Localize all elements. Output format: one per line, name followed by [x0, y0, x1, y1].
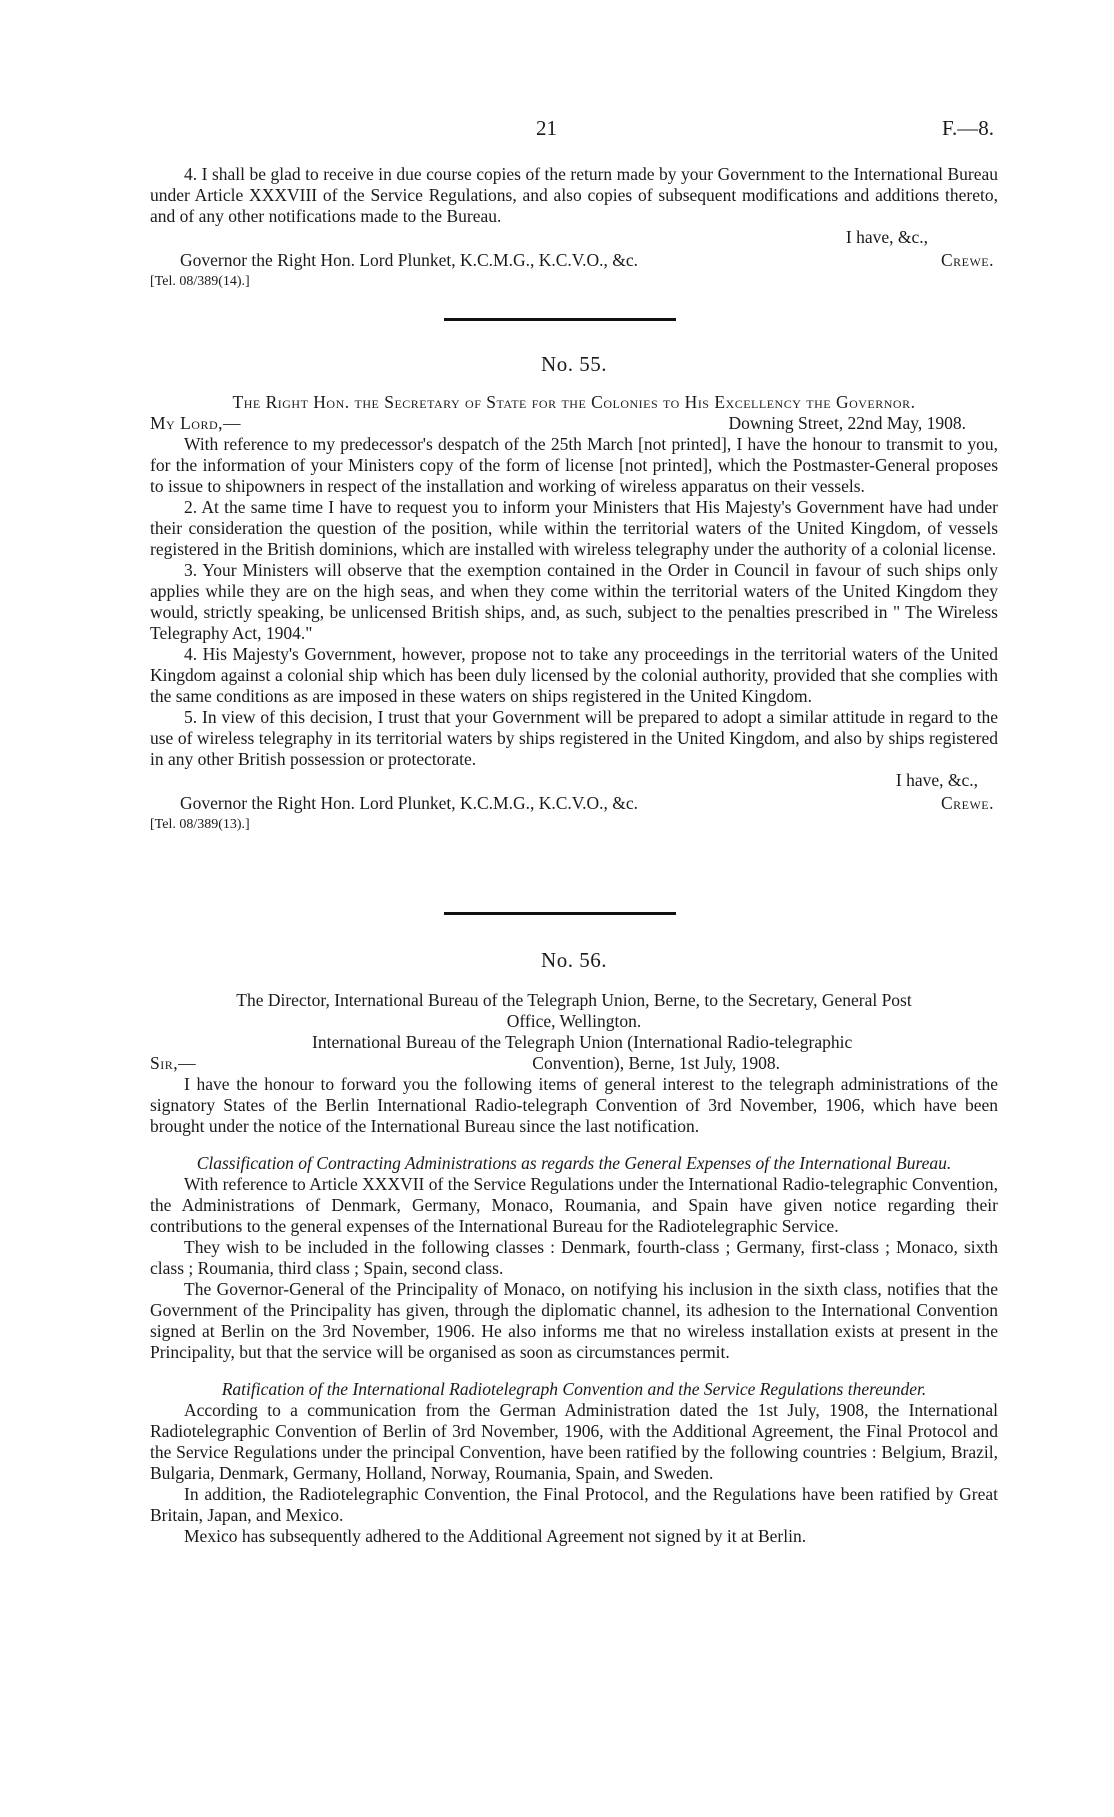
section-1-title: Classification of Contracting Administrations as regards the General Expenses of the International Bureau.	[196, 1153, 952, 1173]
prev-letter-para4: 4. I shall be glad to receive in due course copies of the return made by your Government to the International Bureau under Article XXXVIII of the Service Regulations, and also copies of subsequent modifications and additions thereto, and of any other notifications made to the Bureau.	[150, 164, 998, 226]
prev-letter-closing: I have, &c.,	[845, 227, 928, 247]
page-number: 21	[536, 116, 557, 140]
letter-56-address-line2: Convention), Berne, 1st July, 1908.	[532, 1053, 780, 1073]
letter-55-paragraph: With reference to my predecessor's despatch of the 25th March [not printed], I have the honour to transmit to you, for the information of your Ministers copy of the form of license [not printed], which the Postmaster-General proposes to issue to shipowners in respect of the installation and working of wireless apparatus on their vessels.	[150, 434, 998, 496]
prev-letter	[150, 164, 998, 292]
letter-55-signature: Crewe.	[940, 793, 994, 813]
letter-56	[150, 990, 998, 1547]
letter-56-from-to: The Director, International Bureau of the Telegraph Union, Berne, to the Secretary, General Post Office, Wellington.	[236, 990, 912, 1031]
section-2-paragraph: Mexico has subsequently adhered to the Additional Agreement not signed by it at Berlin.	[184, 1526, 807, 1546]
letter-55-salutation: My Lord,—	[150, 413, 242, 433]
section-2-title: Ratification of the International Radiotelegraph Convention and the Service Regulations thereunder.	[221, 1379, 927, 1399]
letter-56-number: No. 56.	[541, 948, 607, 972]
divider-rule	[444, 318, 676, 321]
section-1-paragraph: The Governor-General of the Principality of Monaco, on notifying his inclusion in the sixth class, notifies that the Government of the Principality has given, through the diplomatic channel, its adhesion to the International Convention signed at Berlin on the 3rd November, 1906. He also informs me that no wireless installation exists at present in the Principality, but that the service will be organised as soon as circumstances permit.	[150, 1279, 998, 1362]
divider-rule	[444, 912, 676, 915]
letter-55-reference: [Tel. 08/389(13).]	[150, 817, 250, 832]
letter-55-closing: I have, &c.,	[895, 770, 978, 790]
letter-55-number: No. 55.	[541, 352, 607, 376]
letter-55	[150, 392, 998, 835]
section-1-paragraph: They wish to be included in the following classes : Denmark, fourth-class ; Germany, first-class ; Monaco, sixth class ; Roumania, third class ; Spain, second class.	[150, 1237, 998, 1278]
letter-55-place-date: Downing Street, 22nd May, 1908.	[728, 413, 966, 433]
prev-letter-addressee: Governor the Right Hon. Lord Plunket, K.C.M.G., K.C.V.O., &c.	[180, 250, 639, 270]
letter-55-paragraph: 5. In view of this decision, I trust that your Government will be prepared to adopt a similar attitude in regard to the use of wireless telegraphy in its territorial waters by ships registered in the United Kingdom, and also by ships registered in any other British possession or protectorate.	[150, 707, 998, 769]
letter-55-paragraph: 2. At the same time I have to request you to inform your Ministers that His Majesty's Government have had under their consideration the question of the position, while within the territorial waters of the United Kingdom, of vessels registered in the British dominions, which are installed with wireless telegraphy under the authority of a colonial license.	[150, 497, 998, 559]
letter-55-paragraph: 3. Your Ministers will observe that the exemption contained in the Order in Council in favour of such ships only applies while they are on the high seas, and when they come within the territorial waters of the United Kingdom they would, strictly speaking, be unlicensed British ships, and, as such, subject to the penalties prescribed in " The Wireless Telegraphy Act, 1904."	[150, 560, 998, 643]
prev-letter-signature: Crewe.	[940, 250, 994, 270]
letter-55-from-to: The Right Hon. the Secretary of State for the Colonies to His Excellency the Governor.	[232, 392, 916, 412]
letter-56-address-line1: International Bureau of the Telegraph Union (International Radio-telegraphic	[312, 1032, 853, 1052]
letter-55-paragraph: 4. His Majesty's Government, however, propose not to take any proceedings in the territorial waters of the United Kingdom against a colonial ship which has been duly licensed by the colonial authority, provided that she complies with the same conditions as are imposed in these waters on ships registered in the United Kingdom.	[150, 644, 998, 706]
section-1-paragraph: With reference to Article XXXVII of the Service Regulations under the International Radio-telegraphic Convention, the Administrations of Denmark, Germany, Monaco, Roumania, and Spain have given notice regarding their contributions to the general expenses of the International Bureau for the Radiotelegraphic Service.	[150, 1174, 998, 1236]
section-2-paragraph: In addition, the Radiotelegraphic Convention, the Final Protocol, and the Regulations have been ratified by Great Britain, Japan, and Mexico.	[150, 1484, 998, 1525]
letter-56-salutation: Sir,—	[150, 1053, 197, 1073]
letter-56-intro: I have the honour to forward you the following items of general interest to the telegraph administrations of the signatory States of the Berlin International Radio-telegraph Convention of 3rd November, 1906, which have been brought under the notice of the International Bureau since the last notification.	[150, 1074, 998, 1136]
section-2-paragraph: According to a communication from the German Administration dated the 1st July, 1908, the International Radiotelegraphic Convention of Berlin of 3rd November, 1906, with the Additional Agreement, the Final Protocol and the Service Regulations under the principal Convention, have been ratified by the following countries : Belgium, Brazil, Bulgaria, Denmark, Germany, Holland, Norway, Roumania, Spain, and Sweden.	[150, 1400, 998, 1483]
prev-letter-reference: [Tel. 08/389(14).]	[150, 274, 250, 289]
letter-55-addressee: Governor the Right Hon. Lord Plunket, K.C.M.G., K.C.V.O., &c.	[180, 793, 639, 813]
section-code: F.—8.	[942, 116, 994, 140]
